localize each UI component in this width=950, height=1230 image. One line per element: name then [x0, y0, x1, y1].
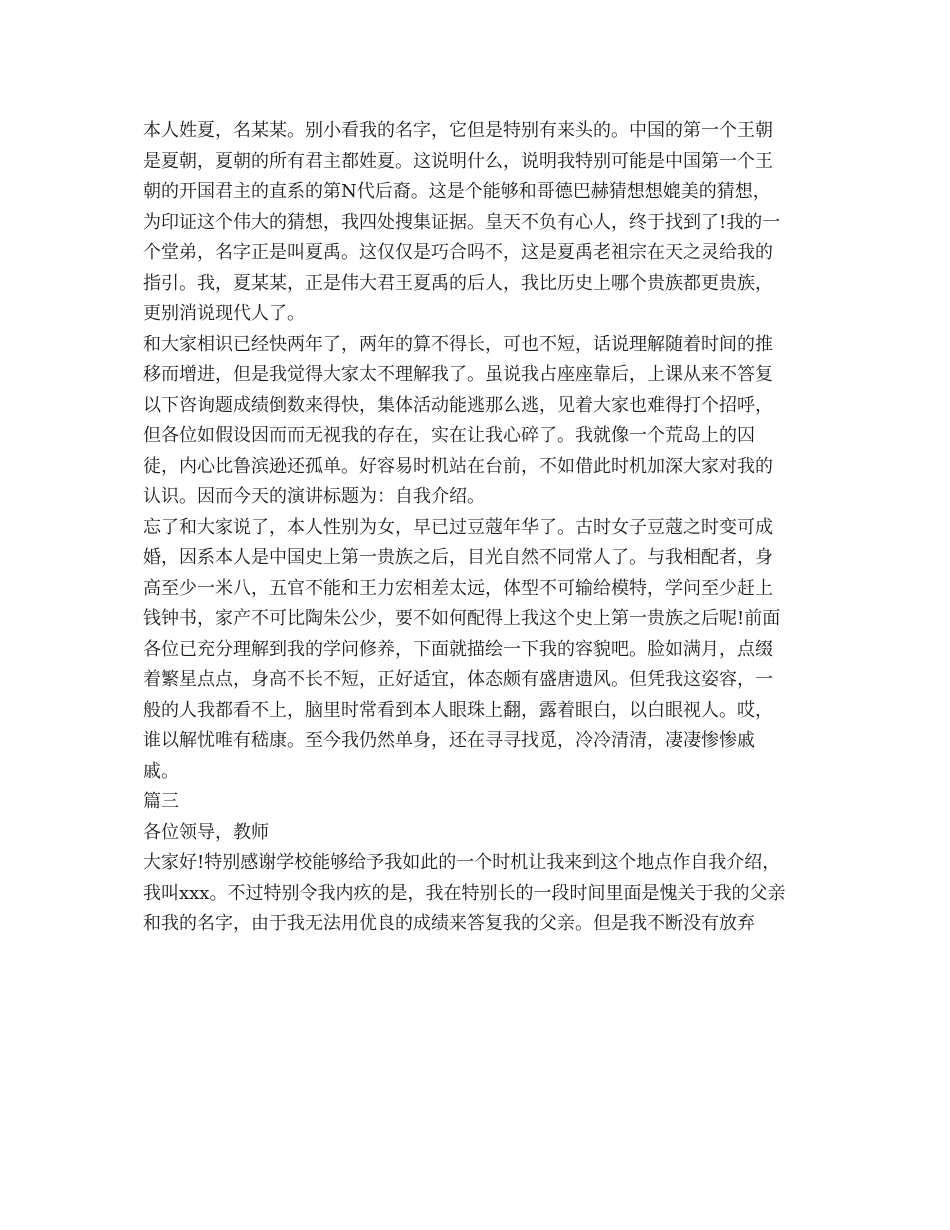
- text-line: 以下咨询题成绩倒数来得快，集体活动能逃那么逃，见着大家也难得打个招呼，: [143, 394, 773, 416]
- text-line: 谁以解忧唯有嵇康。至今我仍然单身，还在寻寻找觅，冷冷清清，凄凄惨惨戚: [143, 730, 755, 751]
- text-line: 更别消说现代人了。: [143, 303, 305, 324]
- text-line: 忘了和大家说了，本人性别为女，早已过豆蔻年华了。古时女子豆蔻之时变可成: [143, 516, 773, 538]
- body-text: [143, 116, 823, 940]
- text-line: 但各位如假设因而而无视我的存在，实在让我心碎了。我就像一个荒岛上的囚: [143, 425, 755, 446]
- text-line: 徒，内心比鲁滨逊还孤单。好容易时机站在台前，不如借此时机加深大家对我的: [143, 455, 773, 477]
- text-line: 高至少一米八，五官不能和王力宏相差太远，体型不可输给模特，学问至少赶上: [143, 577, 773, 599]
- text-line: 朝的开国君主的直系的第N代后裔。这是个能够和哥德巴赫猜想想媲美的猜想，: [143, 181, 771, 202]
- section-heading: 篇三: [143, 791, 179, 812]
- text-line: 钱钟书，家产不可比陶朱公少，要不如何配得上我这个史上第一贵族之后呢!前面: [143, 608, 781, 629]
- text-line: 般的人我都看不上，脑里时常看到本人眼珠上翻，露着眼白，以白眼视人。哎，: [143, 699, 773, 721]
- text-line: 我叫xxx。不过特别令我内疚的是，我在特别长的一段时间里面是愧关于我的父亲: [143, 882, 786, 904]
- text-line: 婚，因系本人是中国史上第一贵族之后，目光自然不同常人了。与我相配者，身: [143, 547, 773, 568]
- text-line: 指引。我，夏某某，正是伟大君王夏禹的后人，我比历史上哪个贵族都更贵族，: [143, 272, 773, 294]
- text-line: 为印证这个伟大的猜想，我四处搜集证据。皇天不负有心人，终于找到了!我的一: [143, 211, 781, 233]
- text-line: 和我的名字，由于我无法用优良的成绩来答复我的父亲。但是我不断没有放弃: [143, 913, 755, 934]
- text-line: 是夏朝，夏朝的所有君主都姓夏。这说明什么，说明我特别可能是中国第一个王: [143, 150, 773, 172]
- text-line: 和大家相识已经快两年了，两年的算不得长，可也不短，话说理解随着时间的推: [143, 333, 773, 355]
- text-line: 戚。: [143, 760, 179, 782]
- text-line: 个堂弟，名字正是叫夏禹。这仅仅是巧合吗不，这是夏禹老祖宗在天之灵给我的: [143, 242, 773, 263]
- salutation: 各位领导，教师: [143, 821, 269, 843]
- text-line: 着繁星点点，身高不长不短，正好适宜，体态颇有盛唐遗风。但凭我这姿容，一: [143, 669, 773, 690]
- text-line: 各位已充分理解到我的学问修养，下面就描绘一下我的容貌吧。脸如满月，点缀: [143, 638, 773, 660]
- text-line: 本人姓夏，名某某。别小看我的名字，它但是特别有来头的。中国的第一个王朝: [143, 120, 773, 141]
- text-line: 认识。因而今天的演讲标题为：自我介绍。: [143, 486, 485, 507]
- text-line: 移而增进，但是我觉得大家太不理解我了。虽说我占座座靠后，上课从来不答复: [143, 364, 773, 385]
- text-line: 大家好!特别感谢学校能够给予我如此的一个时机让我来到这个地点作自我介绍，: [143, 852, 781, 873]
